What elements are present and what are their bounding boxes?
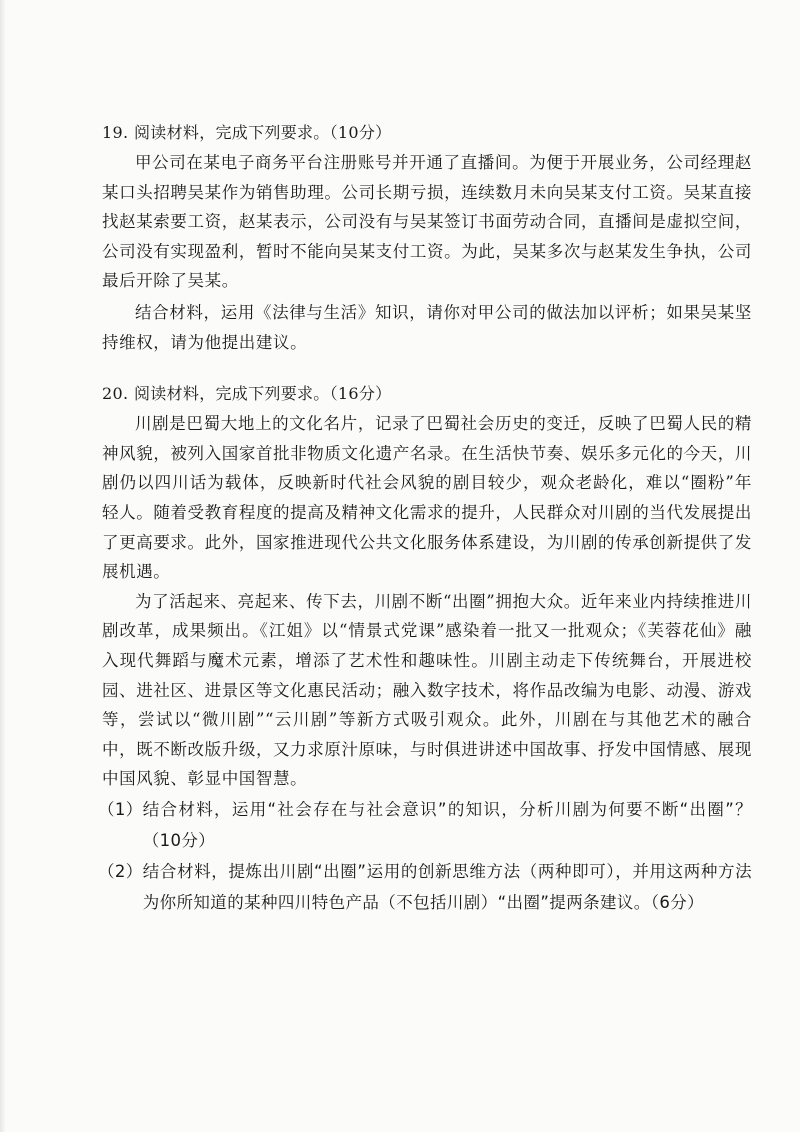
question-19-number: 19. <box>102 123 129 142</box>
subquestion-1-text: 结合材料，运用“社会存在与社会意识”的知识，分析川剧为何要不断“出圈”？（10分） <box>142 799 752 850</box>
question-20-subquestion-2 <box>98 856 752 918</box>
question-19-material: 甲公司在某电子商务平台注册账号并开通了直播间。为便于开展业务，公司经理赵某口头招聘吴某作为销售助理。公司长期亏损，连续数月未向吴某支付工资。吴某直接找赵某索要工资，赵某表示，公司没有与吴某签订书面劳动合同，直播间是虚拟空间，公司没有实现盈利，暂时不能向吴某支付工资。为此，吴某多次与赵某发生争执，公司最后开除了吴某。 <box>102 153 752 291</box>
question-20-heading <box>102 379 752 409</box>
question-20-instruction: 阅读材料，完成下列要求。（16分） <box>134 384 392 404</box>
question-20 <box>98 379 752 918</box>
subquestion-1-number: （1） <box>98 799 143 819</box>
question-20-material-paragraph-1: 川剧是巴蜀大地上的文化名片，记录了巴蜀社会历史的变迁，反映了巴蜀人民的精神风貌，被列入国家首批非物质文化遗产名录。在生活快节奏、娱乐多元化的今天，川剧仍以四川话为载体，反映新时代社会风貌的剧目较少，观众老龄化，难以“圈粉”年轻人。随着受教育程度的提高及精神文化需求的提升，人民群众对川剧的当代发展提出了更高要求。此外，国家推进现代公共文化服务体系建设，为川剧的传承创新提供了发展机遇。 <box>102 414 752 582</box>
subquestion-2-text: 结合材料，提炼出川剧“出圈”运用的创新思维方法（两种即可），并用这两种方法为你所知道的某种四川特色产品（不包括川剧）“出圈”提两条建议。（6分） <box>142 861 752 912</box>
question-20-number: 20. <box>102 384 129 404</box>
question-19-task: 结合材料，运用《法律与生活》知识，请你对甲公司的做法加以评析；如果吴某坚持维权，请为他提出建议。 <box>102 302 752 352</box>
question-20-subquestion-1 <box>98 794 752 856</box>
question-20-material-paragraph-2: 为了活起来、亮起来、传下去，川剧不断“出圈”拥抱大众。近年来业内持续推进川剧改革，成果频出。《江姐》以“情景式党课”感染着一批又一批观众；《芙蓉花仙》融入现代舞蹈与魔术元素，增添了艺术性和趣味性。川剧主动走下传统舞台，开展进校园、进社区、进景区等文化惠民活动；融入数字技术，将作品改编为电影、动漫、游戏等，尝试以“微川剧”“云川剧”等新方式吸引观众。此外，川剧在与其他艺术的融合中，既不断改版升级，又力求原汁原味，与时俱进讲述中国故事、抒发中国情感、展现中国风貌、彰显中国智慧。 <box>102 591 752 789</box>
question-19 <box>102 118 752 357</box>
question-19-instruction: 阅读材料，完成下列要求。（10分） <box>134 123 392 142</box>
subquestion-2-number: （2） <box>98 861 143 881</box>
question-19-heading <box>102 118 752 148</box>
page-edge-shadow <box>0 0 6 1132</box>
exam-sheet <box>98 118 752 918</box>
